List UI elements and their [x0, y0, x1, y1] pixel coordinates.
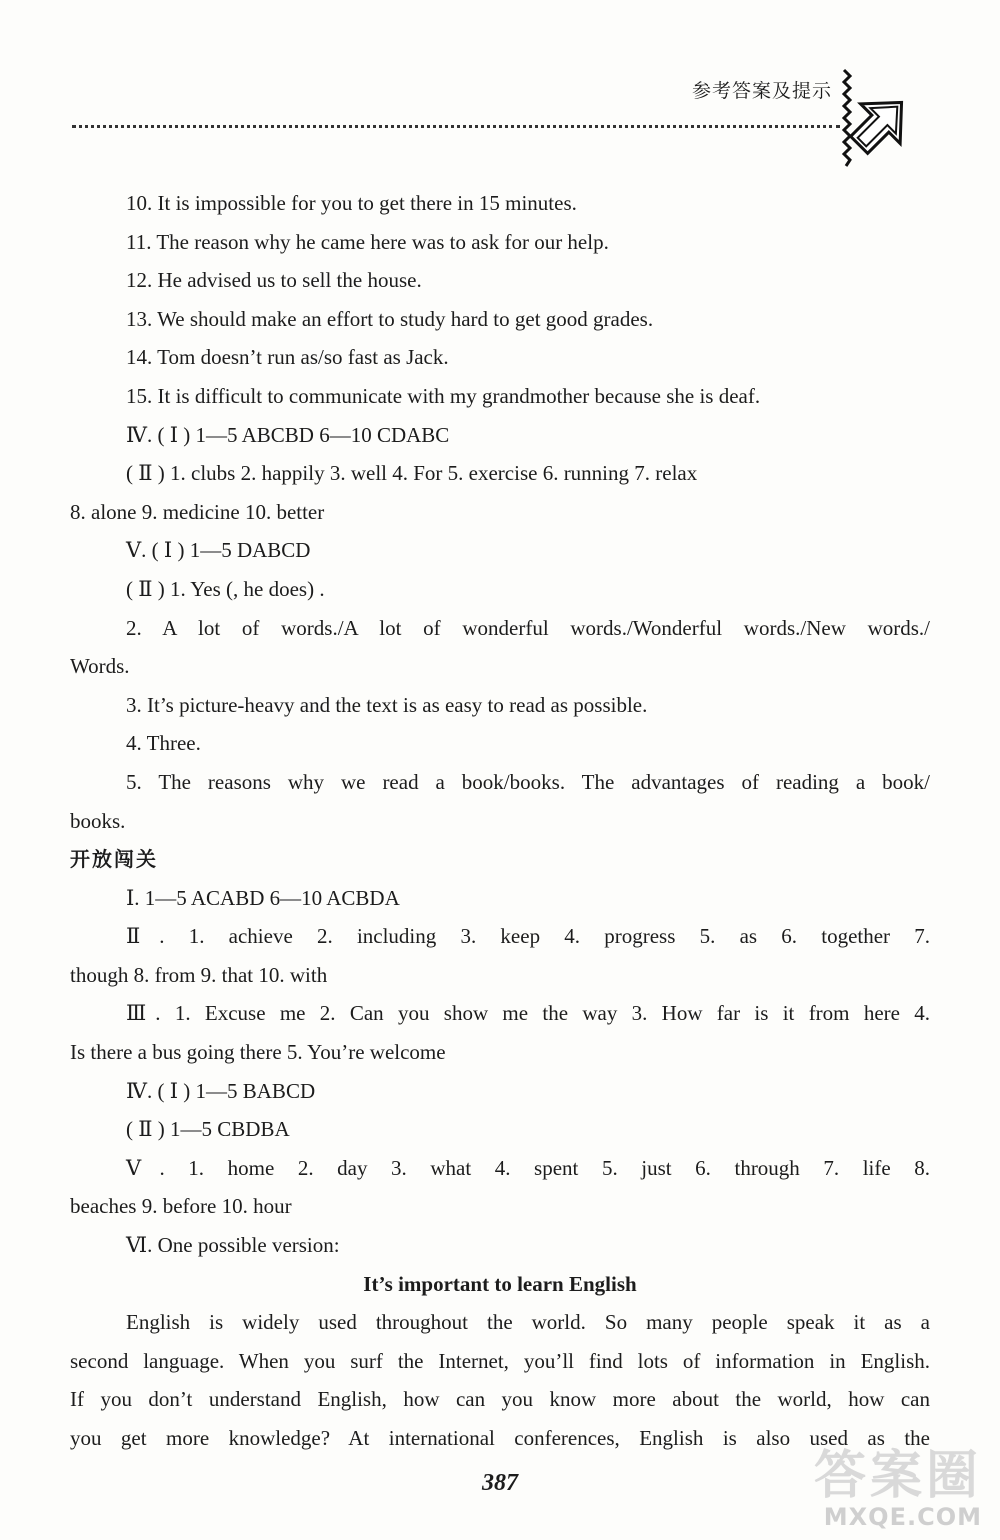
section-v-part-ii-2-cont: Words.: [70, 654, 130, 679]
essay-line-4: you get more knowledge? At international conferences, English is also used as the: [70, 1426, 930, 1450]
answer-line-10: 10. It is impossible for you to get there in 15 minutes.: [126, 191, 577, 215]
page-header: [0, 0, 1000, 175]
section-iv-part-ii-cont: 8. alone 9. medicine 10. better: [70, 499, 325, 524]
section-v-part-ii-4: 4. Three.: [126, 731, 201, 756]
answer-line-11: 11. The reason why he came here was to ask for our help.: [126, 229, 609, 254]
open-section-ii: Ⅱ. 1. achieve 2. including 3. keep 4. progress 5. as 6. together 7.: [126, 924, 930, 949]
essay-line-2: second language. When you surf the Internet, you’ll find lots of information in English.: [70, 1348, 930, 1373]
answer-content: [70, 184, 930, 1458]
open-section-ii-cont: though 8. from 9. that 10. with: [70, 962, 328, 987]
answer-line-15: 15. It is difficult to communicate with my grandmother because she is deaf.: [126, 383, 761, 408]
open-section-i: Ⅰ. 1—5 ACABD 6—10 ACBDA: [126, 885, 400, 910]
section-v-part-ii-3: 3. It’s picture-heavy and the text is as easy to read as possible.: [126, 692, 648, 717]
answer-line-13: 13. We should make an effort to study hard to get good grades.: [126, 306, 654, 331]
header-title: 参考答案及提示: [691, 80, 832, 102]
watermark-logo-text: 答案圈: [813, 1446, 982, 1506]
open-section-v-cont: beaches 9. before 10. hour: [70, 1194, 292, 1219]
section-iv-part-ii: ( Ⅱ ) 1. clubs 2. happily 3. well 4. For 5. exercise 6. running 7. relax: [126, 461, 698, 486]
watermark: [814, 1448, 982, 1530]
open-section-heading: 开放闯关: [70, 847, 158, 872]
section-v-part-ii-5: 5. The reasons why we read a book/books. The advantages of reading a book/: [126, 769, 930, 794]
section-v-part-ii-2: 2. A lot of words./A lot of wonderful words./Wonderful words./New words./: [126, 615, 930, 640]
watermark-site-text: MXQE.COM: [823, 1503, 982, 1531]
open-section-v: Ⅴ. 1. home 2. day 3. what 4. spent 5. just 6. through 7. life 8.: [126, 1155, 930, 1180]
essay-title: It’s important to learn English: [363, 1271, 637, 1296]
open-section-iv-part-ii: ( Ⅱ ) 1—5 CBDBA: [126, 1117, 290, 1142]
essay-line-3: If you don’t understand English, how can you know more about the world, how can: [70, 1387, 930, 1412]
section-v-part-i: Ⅴ. ( Ⅰ ) 1—5 DABCD: [126, 538, 311, 563]
arrow-icon: [836, 66, 932, 170]
header-dotted-rule: [72, 125, 840, 128]
open-section-iv-part-i: Ⅳ. ( Ⅰ ) 1—5 BABCD: [126, 1078, 316, 1103]
open-section-vi: Ⅵ. One possible version:: [126, 1233, 340, 1258]
page-number: 387: [482, 1470, 518, 1496]
answer-line-12: 12. He advised us to sell the house.: [126, 268, 422, 293]
section-iv-part-i: Ⅳ. ( Ⅰ ) 1—5 ABCBD 6—10 CDABC: [126, 422, 450, 447]
section-v-part-ii-1: ( Ⅱ ) 1. Yes (, he does) .: [126, 576, 325, 601]
answer-line-14: 14. Tom doesn’t run as/so fast as Jack.: [126, 345, 449, 370]
essay-line-1: English is widely used throughout the world. So many people speak it as a: [126, 1310, 930, 1335]
open-section-iii: Ⅲ. 1. Excuse me 2. Can you show me the way 3. How far is it from here 4.: [126, 1001, 930, 1026]
open-section-iii-cont: Is there a bus going there 5. You’re welcome: [70, 1040, 446, 1065]
section-v-part-ii-5-cont: books.: [70, 808, 126, 833]
